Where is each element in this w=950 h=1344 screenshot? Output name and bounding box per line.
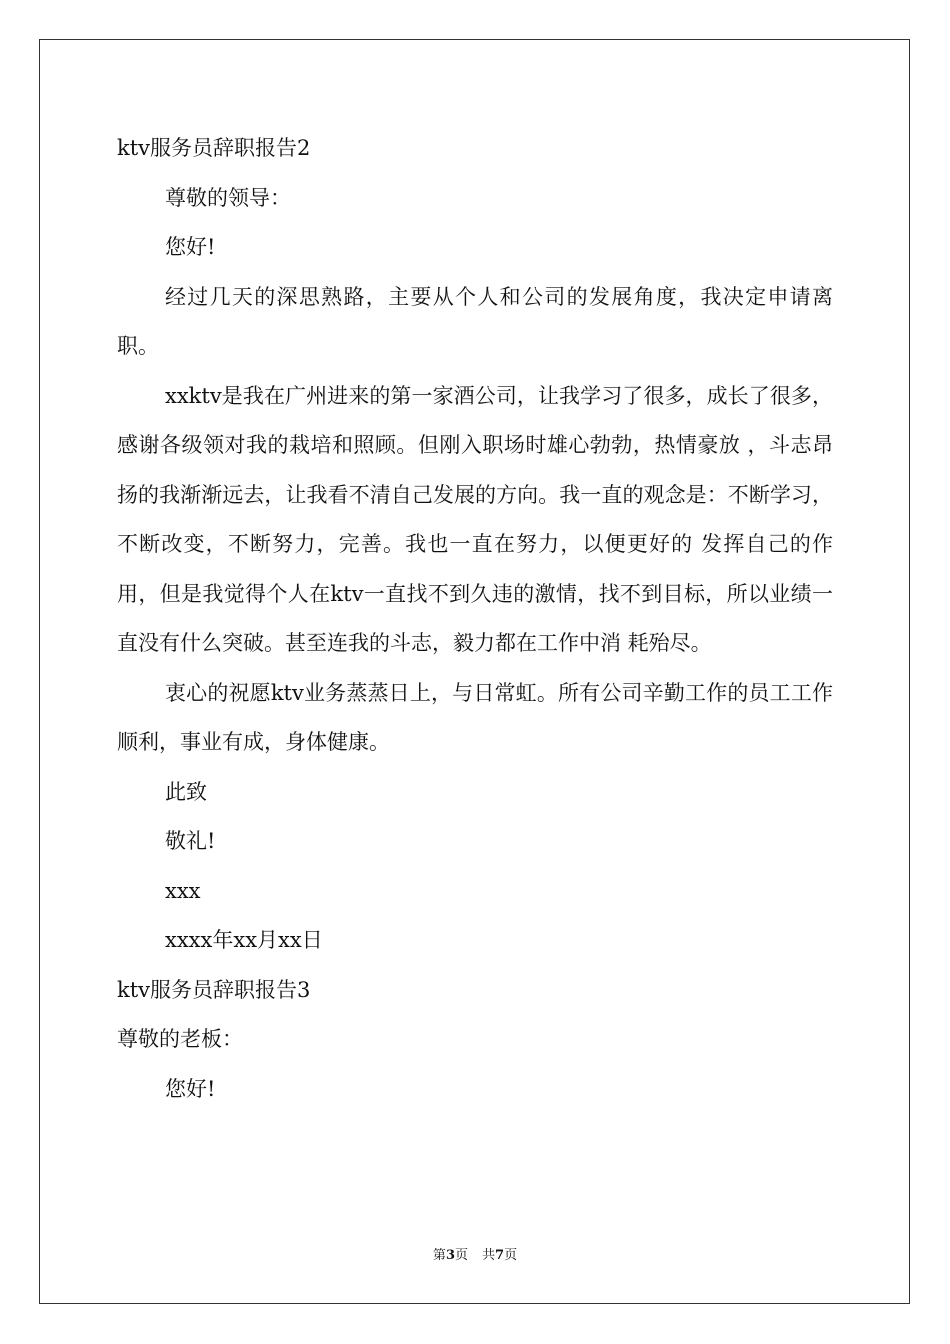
body-paragraph: 衷心的祝愿ktv业务蒸蒸日上，与日常虹。所有公司辛勤工作的员工工作顺利，事业有成，身体健康。 (117, 680, 833, 754)
greeting: 您好! (165, 1076, 216, 1101)
total-pages-number: 7 (495, 1248, 505, 1263)
footer-total-prefix: 共 (482, 1248, 496, 1263)
footer-total-suffix: 页 (504, 1248, 518, 1263)
section-title: ktv服务员辞职报告3 (117, 977, 311, 1002)
section-title: ktv服务员辞职报告2 (117, 136, 311, 160)
footer-prefix: 第 (432, 1248, 446, 1263)
current-page-number: 3 (445, 1248, 455, 1263)
greeting: 您好! (165, 235, 216, 259)
salutation: 尊敬的老板： (117, 1027, 243, 1051)
page-footer (0, 1246, 950, 1266)
salutation: 尊敬的领导： (165, 185, 291, 210)
footer-page-suffix: 页 (454, 1248, 468, 1263)
signature-date: xxxx年xx月xx日 (165, 928, 323, 952)
document-body (117, 124, 833, 1114)
closing-regards: 敬礼! (165, 829, 216, 853)
signature-name: xxx (165, 878, 201, 903)
body-paragraph: xxktv是我在广州进来的第一家酒公司，让我学习了很多，成长了很多，感谢各级领对我的栽培和照顾。但刚入职场时雄心勃勃，热情豪放 ，斗志昂扬的我渐渐远去，让我看不清自己发展的方向。我一直的观念是：不断学习，不断改变，不断努力，完善。我也一直在努力，以便更好的 发挥自己的作用，但是我觉得个人在ktv一直找不到久违的激情，找不到目标，所以业绩一直没有什么突破。甚至连我的斗志，毅力都在工作中消 耗殆尽。 (117, 383, 833, 655)
closing: 此致 (165, 779, 207, 804)
body-paragraph: 经过几天的深思熟路，主要从个人和公司的发展角度，我决定申请离职。 (117, 284, 833, 358)
